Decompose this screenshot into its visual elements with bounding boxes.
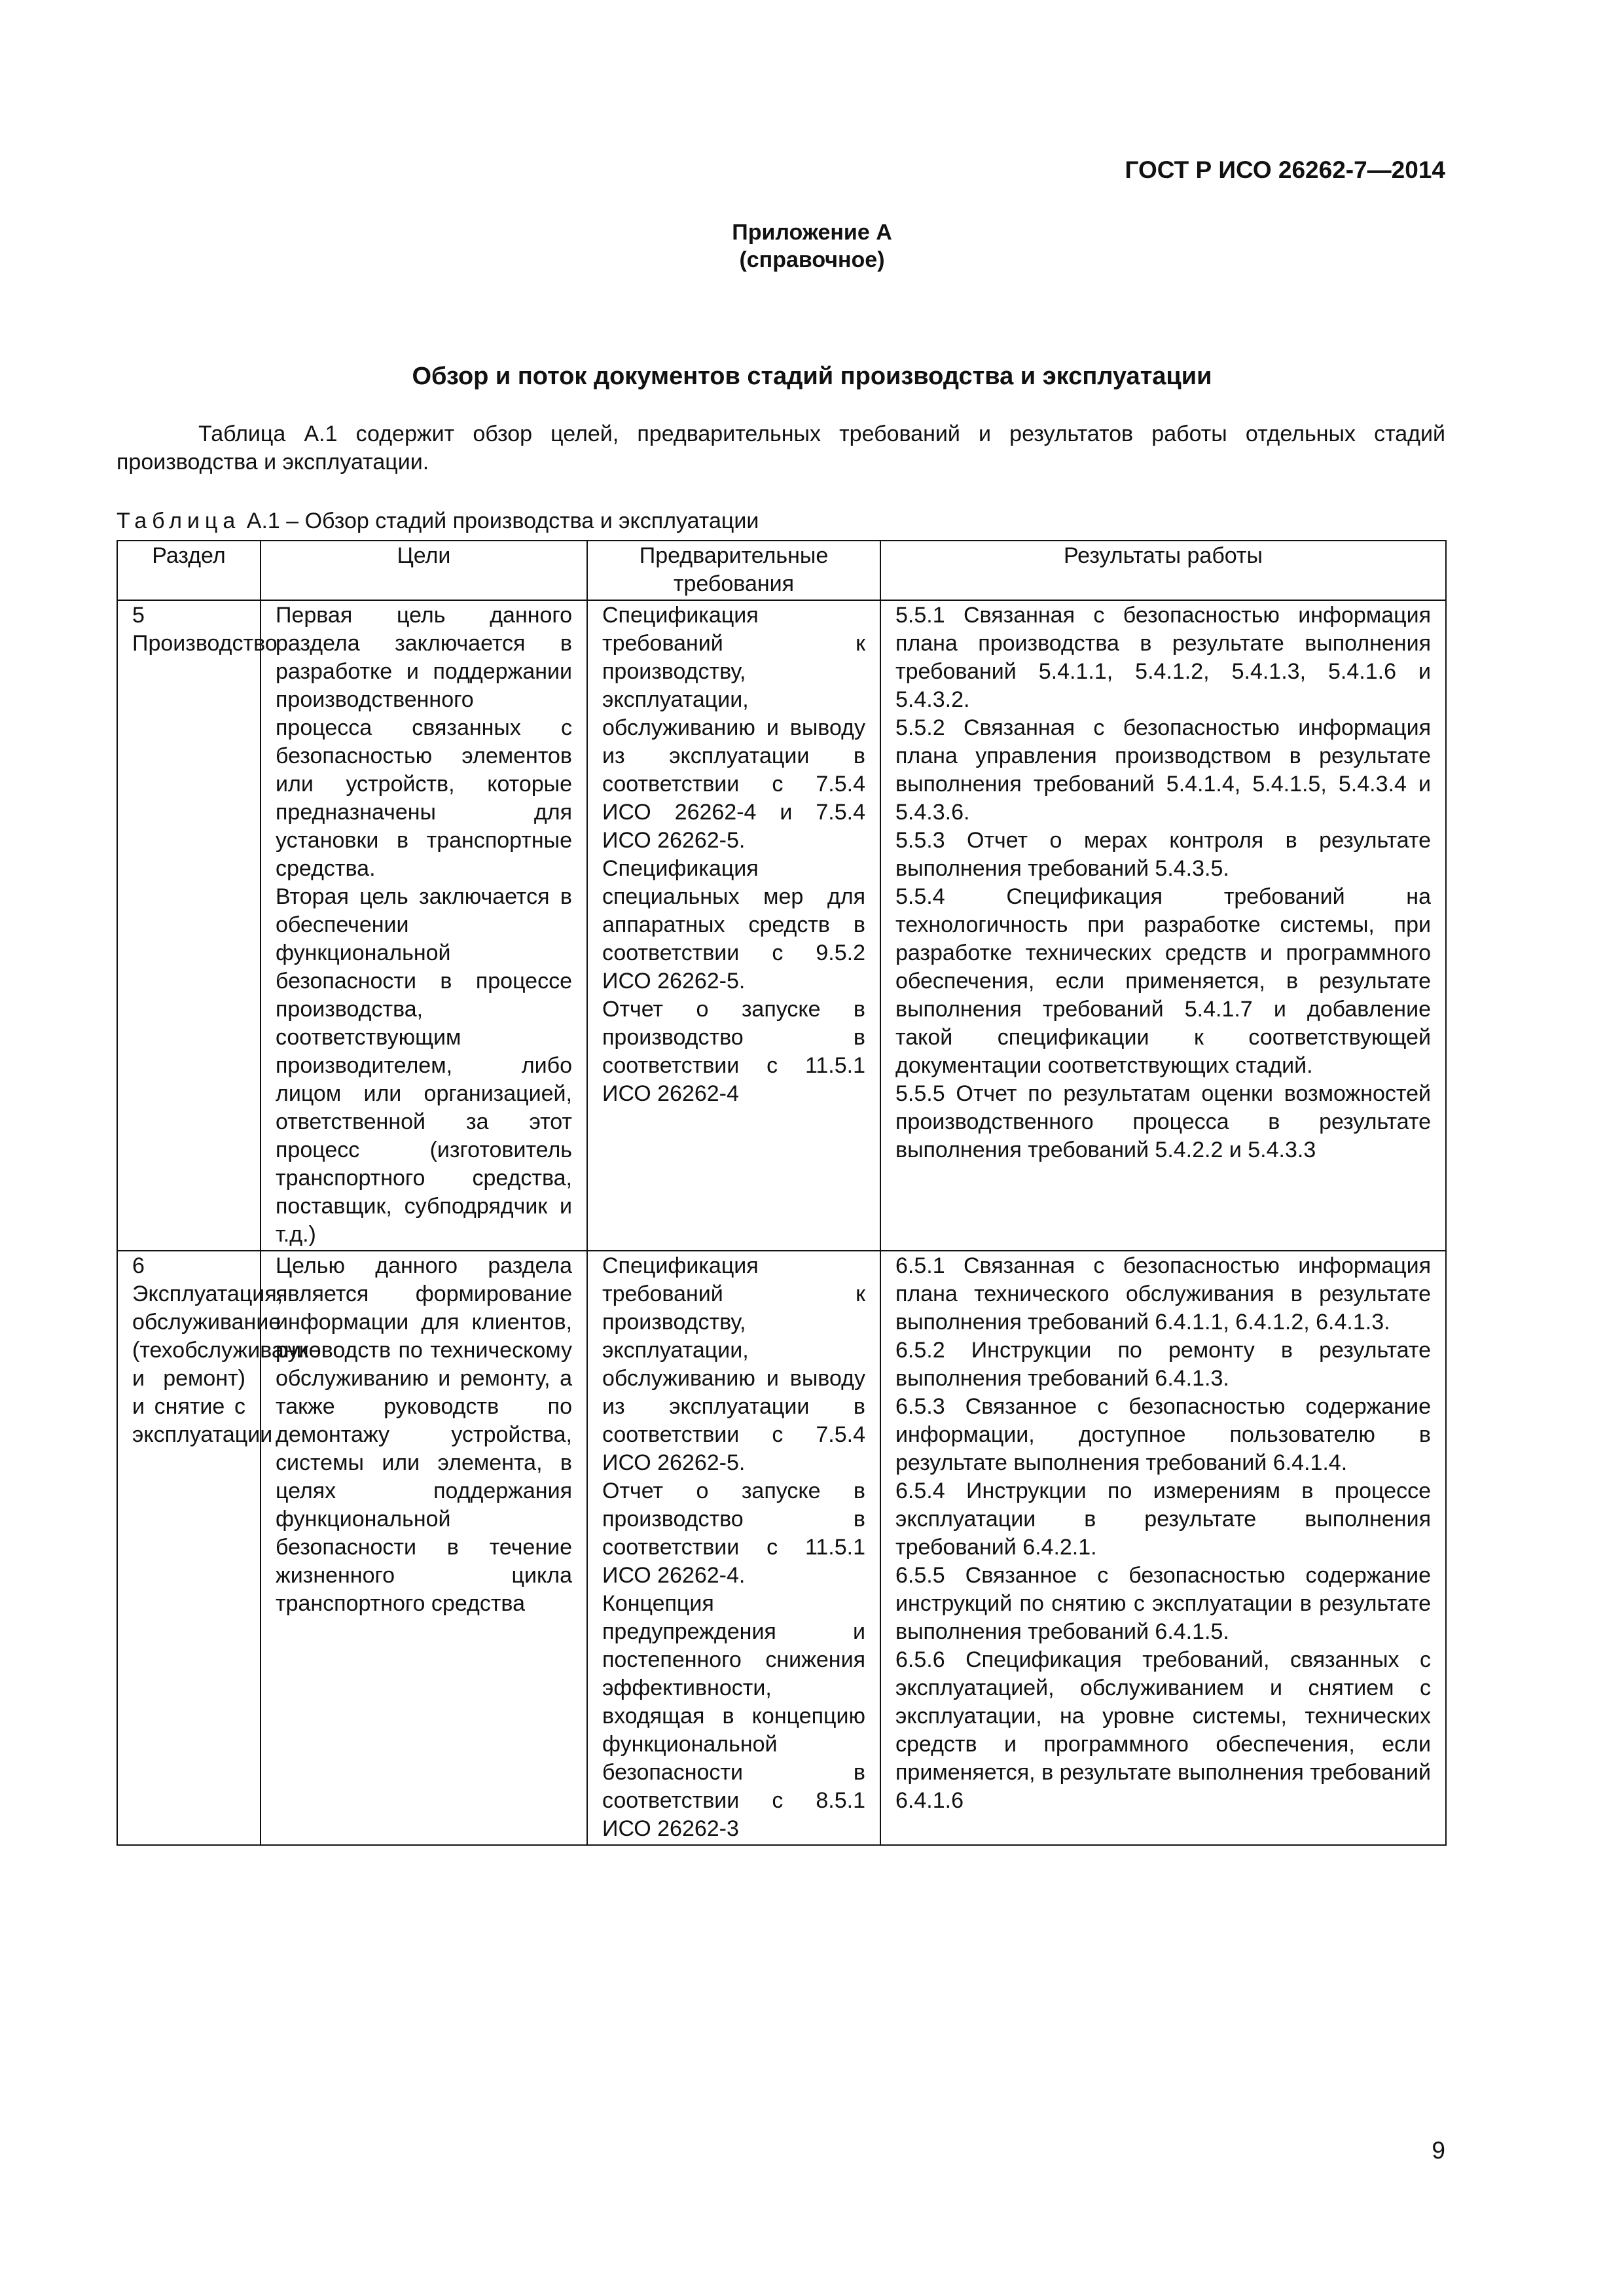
- row-section-production: 5 Производство: [117, 600, 261, 1251]
- table-row: [117, 1251, 1446, 1845]
- result-item: 5.5.5 Отчет по результатам оценки возможностей производственного процесса в результате выполнения требований 5.4.2.2 и 5.4.3.3: [895, 1081, 1431, 1162]
- prerequisite-item: Спецификация специальных мер для аппаратных средств в соответствии с 9.5.2 ИСО 26262-5.: [602, 856, 865, 994]
- prerequisite-item: Отчет о запуске в производство в соответствии с 11.5.1 ИСО 26262-4: [602, 997, 865, 1106]
- row-section-operation: 6 Эксплуатация, обслуживание (техобслуживание и ремонт) и снятие с эксплуатации: [117, 1251, 261, 1845]
- appendix-heading: [0, 219, 1624, 274]
- intro-paragraph: Таблица А.1 содержит обзор целей, предварительных требований и результатов работы отдельных стадий производства и эксплуатации.: [117, 422, 1445, 475]
- result-item: 6.5.6 Спецификация требований, связанных с эксплуатацией, обслуживанием и снятием с эксплуатации, на уровне системы, технических средств и программного обеспечения, если применяется, в результате выполнения требований 6.4.1.6: [895, 1647, 1431, 1813]
- result-item: 5.5.1 Связанная с безопасностью информация плана производства в результате выполнения требований 5.4.1.1, 5.4.1.2, 5.4.1.3, 5.4.1.6 и 5.4.3.2.: [895, 603, 1431, 712]
- result-item: 6.5.1 Связанная с безопасностью информация плана технического обслуживания в результате выполнения требований 6.4.1.1, 6.4.1.2, 6.4.1.3.: [895, 1253, 1431, 1335]
- table-caption: [117, 508, 1445, 534]
- prerequisite-item: Спецификация требований к производству, эксплуатации, обслуживанию и выводу из эксплуатации в соответствии с 7.5.4 ИСО 26262-4 и 7.5.4 ИСО 26262-5.: [602, 603, 865, 853]
- result-item: 6.5.2 Инструкции по ремонту в результате выполнения требований 6.4.1.3.: [895, 1338, 1431, 1391]
- prerequisite-item: Концепция предупреждения и постепенного снижения эффективности, входящая в концепцию функциональной безопасности в соответствии с 8.5.1 ИСО 26262-3: [602, 1591, 865, 1841]
- stages-overview-table: [117, 540, 1447, 1846]
- header-section: Раздел: [117, 541, 261, 600]
- row-results-cell: [880, 600, 1446, 1251]
- result-item: 5.5.3 Отчет о мерах контроля в результате выполнения требований 5.4.3.5.: [895, 828, 1431, 881]
- row-goals-cell: [261, 1251, 587, 1845]
- table-header-row: [117, 541, 1446, 600]
- page-number: 9: [1432, 2137, 1445, 2164]
- prerequisite-item: Отчет о запуске в производство в соответствии с 11.5.1 ИСО 26262-4.: [602, 1479, 865, 1588]
- prerequisite-item: Спецификация требований к производству, эксплуатации, обслуживанию и выводу из эксплуатации в соответствии с 7.5.4 ИСО 26262-5.: [602, 1253, 865, 1475]
- section-title: Обзор и поток документов стадий производства и эксплуатации: [412, 363, 1212, 390]
- header-prerequisites: Предварительные требования: [587, 541, 880, 600]
- row-goals-cell: [261, 600, 587, 1251]
- header-goals: Цели: [261, 541, 587, 600]
- result-item: 6.5.5 Связанное с безопасностью содержание инструкций по снятию с эксплуатации в результате выполнения требований 6.4.1.5.: [895, 1563, 1431, 1644]
- table-caption-word: Таблица: [117, 509, 241, 533]
- table-caption-text: А.1 – Обзор стадий производства и эксплуатации: [246, 509, 759, 533]
- row-prerequisites-cell: [587, 600, 880, 1251]
- goal-item: Первая цель данного раздела заключается в разработке и поддержании производственного процесса связанных с безопасностью элементов или устройств, которые предназначены для установки в транспортные средства.: [276, 603, 572, 881]
- appendix-type: (справочное): [739, 247, 885, 272]
- result-item: 6.5.4 Инструкции по измерениям в процессе эксплуатации в результате выполнения требований 6.4.2.1.: [895, 1479, 1431, 1560]
- result-item: 5.5.2 Связанная с безопасностью информация плана управления производством в результате выполнения требований 5.4.1.4, 5.4.1.5, 5.4.3.4 и 5.4.3.6.: [895, 715, 1431, 825]
- row-results-cell: [880, 1251, 1446, 1845]
- header-results: Результаты работы: [880, 541, 1446, 600]
- goal-item: Вторая цель заключается в обеспечении функциональной безопасности в процессе производства, соответствующим производителем, либо лицом или организацией, ответственной за этот процесс (изготовитель транспортного средства, поставщик, субподрядчик и т.д.): [276, 884, 572, 1247]
- result-item: 5.5.4 Спецификация требований на технологичность при разработке системы, при разработке технических средств и программного обеспечения, если применяется, в результате выполнения требований 5.4.1.7 и добавление такой спецификации к соответствующей документации соответствующих стадий.: [895, 884, 1431, 1078]
- goal-item: Целью данного раздела является формирование информации для клиентов, руководств по техническому обслуживанию и ремонту, а также руководств по демонтажу устройства, системы или элемента, в целях поддержания функциональной безопасности в течение жизненного цикла транспортного средства: [276, 1253, 572, 1616]
- table-row: [117, 600, 1446, 1251]
- result-item: 6.5.3 Связанное с безопасностью содержание информации, доступное пользователю в результате выполнения требований 6.4.1.4.: [895, 1394, 1431, 1475]
- row-prerequisites-cell: [587, 1251, 880, 1845]
- appendix-label: Приложение А: [732, 220, 892, 245]
- document-code-header: ГОСТ Р ИСО 26262-7—2014: [1125, 156, 1445, 183]
